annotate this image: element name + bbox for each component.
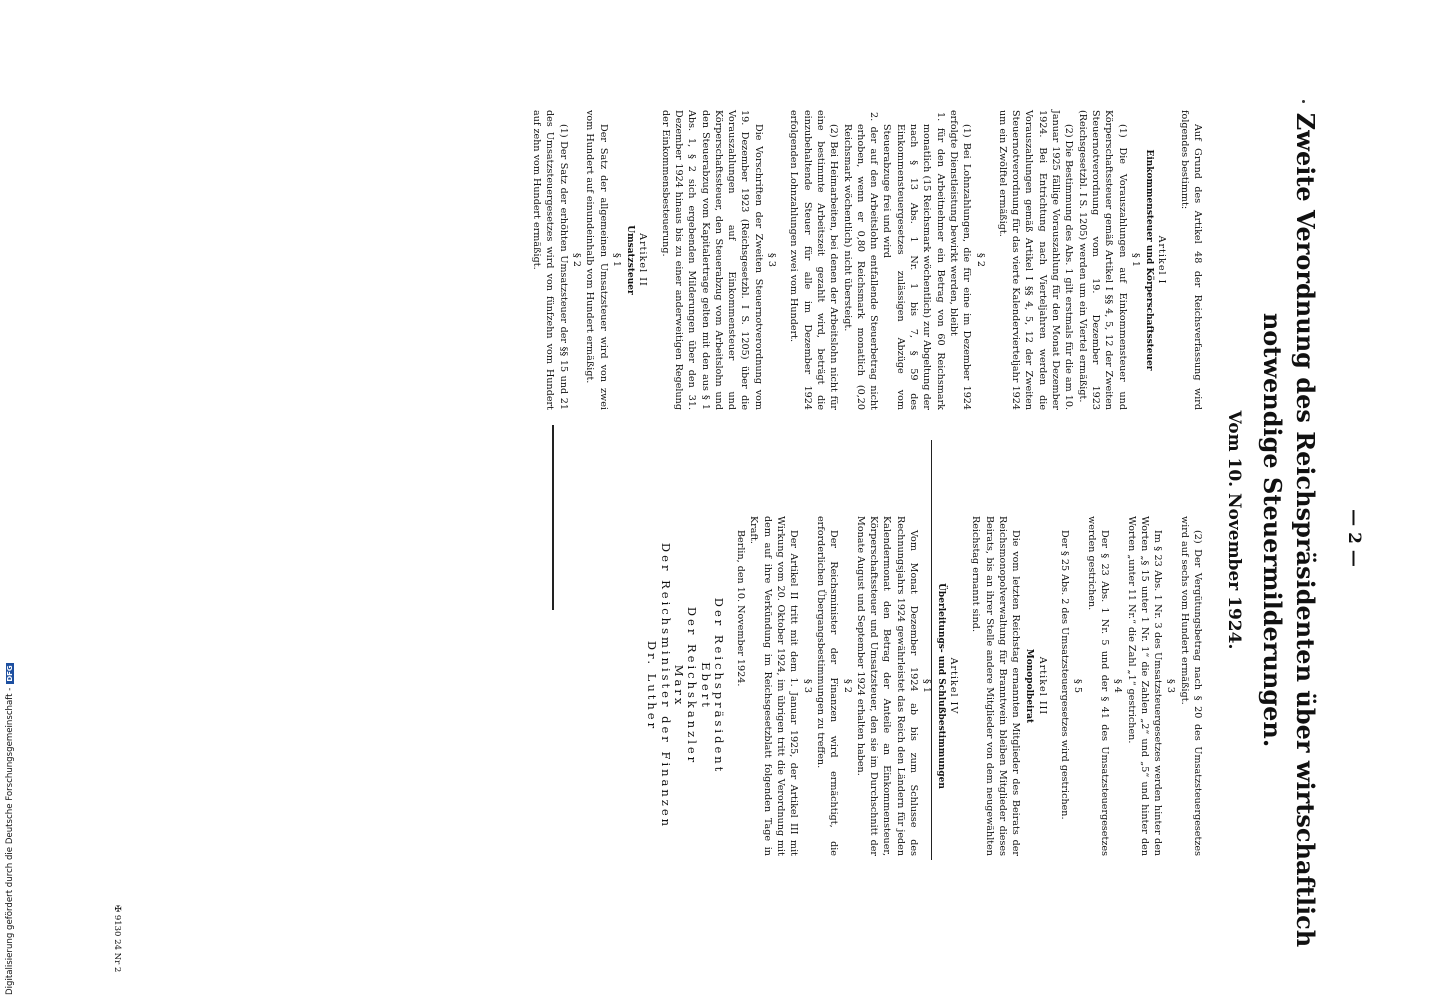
list-item: 2. der auf den Arbeitslohn entfallende Steuerbetrag nicht erhoben, wenn er 0,80 Reichsmark monatlich (0,20 Reichsmark wöchentlich) nicht übersteigt. [841, 112, 880, 410]
article-heading: Überleitungs- und Schlußbestimmungen [935, 583, 946, 789]
dfg-logo: DFG [6, 665, 14, 682]
signature-title: Der Reichsminister der Finanzen [658, 542, 673, 830]
section-number: § 1 [610, 253, 622, 267]
place-date: Berlin, den 10. November 1924. [735, 530, 747, 687]
paragraph: (2) Der Vergütungsbetrag nach § 20 des Umsatzsteuergesetzes wird auf sechs vom Hundert ermäßigt. [1178, 516, 1203, 856]
article-title: Artikel I [1156, 235, 1168, 285]
signature-title: Der Reichskanzler [685, 606, 700, 766]
document-date: Vom 10. November 1924. [1224, 410, 1244, 650]
section-number: § 3 [766, 253, 778, 267]
intro-text: Auf Grund des Artikel 48 der Reichsverfassung wird folgendes bestimmt: [1178, 110, 1203, 410]
paragraph: Der Artikel II tritt mit dem 1. Januar 1925, der Artikel III mit Wirkung vom 20. Oktober 1924, im übrigen tritt die Verordnung mit dem auf ihre Verkündung im Reichsgesetzblatt folgenden Tage in Kraft. [748, 516, 800, 856]
section-number: § 2 [841, 679, 853, 693]
signature-title: Der Reichspräsident [711, 597, 726, 775]
section-number: § 2 [974, 253, 986, 267]
paragraph: Der Reichsminister der Finanzen wird ermächtigt, die erforderlichen Übergangsbestimmungen zu treffen. [814, 516, 840, 856]
document-title: Zweite Verordnung des Reichspräsidenten über wirtschaftlich notwendige Steuermilderungen. [1258, 112, 1320, 948]
paragraph: (1) Die Vorauszahlungen auf Einkommensteuer und Körperschaftssteuer gemäß Artikel I §§ 4, 5, 12 der Zweiten Steuernotverordnung vom 19. Dezember 1923 (Reichsgesetzbl. I S. 1205) werden um ein Viertel ermäßigt. [1076, 110, 1128, 410]
section-number: § 5 [1072, 679, 1084, 693]
article-title: Artikel II [637, 233, 649, 287]
section-number: § 1 [1129, 253, 1141, 267]
paragraph: Die vom letzten Reichstag ernannten Mitglieder des Beirats der Reichsmonopolverwaltung für Branntwein bleiben Mitglieder dieses Beirats, bis an ihrer Stelle andere Mitglieder von dem neugewählten Reichstag ernannt sind. [970, 516, 1022, 856]
signature-name: Dr. Luther [645, 640, 660, 732]
paragraph: (1) Der Satz der erhöhten Umsatzsteuer der §§ 15 und 21 des Umsatzsteuergesetzes wird von fünfzehn vom Hundert auf zehn vom Hundert ermäßigt. [531, 110, 569, 410]
paragraph: (2) Die Bestimmung des Abs. 1 gilt erstmals für die am 10. Januar 1925 fällige Vorauszahlung für den Monat Dezember 1924. Bei Entrichtung nach Vierteljahren werden die Vorauszahlungen gemäß Artikel I §§ 4, 5, 12 der Zweiten Steuernotverordnung für das vierte Kalendervierteljahr 1924 um ein Zwölftel ermäßigt. [996, 110, 1075, 410]
paragraph: (2) Bei Heimarbeiten, bei denen der Arbeitslohn nicht für eine bestimmte Arbeitszeit gezahlt wird, beträgt die einzubehaltende Steuer für alle im Dezember 1924 erfolgenden Lohnzahlungen zwei vom Hundert. [788, 110, 840, 410]
paragraph: Die Vorschriften der Zweiten Steuernotverordnung vom 19. Dezember 1923 (Reichsgesetzbl. I S. 1205) über die Vorauszahlungen auf Einkommensteuer und Körperschaftssteuer, den Steuerabzug vom Arbeitslohn und den Steuerabzug vom Kapitalertrage gelten mit den aus § 1 Abs. 1, § 2 sich ergebenden Milderungen über den 31. Dezember 1924 hinaus bis zu einer anderweitigen Regelung der Einkommensbesteuerung. [659, 110, 764, 410]
paragraph: Im § 23 Abs. 1 Nr. 3 des Umsatzsteuergesetzes werden hinter den Worten „§ 15 unter 1 Nr. 1“ die Zahlen „2“ und „5“ und hinter den Worten „unter 11 Nr.“ die Zahl „1“ gestrichen. [1125, 516, 1164, 856]
printer-footnote: ✠ 9130 24 Nr 2 [112, 905, 122, 973]
paragraph: Vom Monat Dezember 1924 ab bis zum Schlusse des Rechnungsjahrs 1924 gewährleistet das Reich den Ländern für jeden Kalendermonat den Betrag der Anteile an Einkommensteuer, Körperschaftssteuer und Umsatzsteuer, den sie im Durchschnitt der Monate August und September 1924 erhalten haben. [854, 516, 920, 856]
paragraph: Der § 23 Abs. 1 Nr. 5 und der § 41 des Umsatzsteuergesetzes werden gestrichen. [1085, 516, 1110, 856]
margin-credit [0, 600, 20, 995]
list-item: 1. für den Arbeitnehmer ein Betrag von 60 Reichsmark monatlich (15 Reichsmark wöchentlich) zur Abgeltung der nach § 13 Abs. 1 Nr. 1 bis 7, § 59 des Einkommensteuergesetzes zulässigen Abzüge vom Steuerabzuge frei und wird [881, 112, 946, 410]
article-title: Artikel III [1036, 656, 1048, 716]
left-text-column [530, 110, 1204, 410]
credit-text: Digitalisierung gefördert durch die Deutsche Forschungsgemeinschaft - [5, 687, 15, 995]
section-number: § 3 [1165, 679, 1177, 693]
article-heading: Einkommensteuer und Körperschaftssteuer [1144, 149, 1155, 371]
signature-name: Ebert [698, 662, 713, 710]
section-number: § 3 [801, 679, 813, 693]
article-heading: Monopolbeirat [1024, 648, 1035, 724]
signature-name: Marx [672, 664, 687, 708]
paragraph: Der § 25 Abs. 2 des Umsatzsteuergesetzes wird gestrichen. [1059, 530, 1071, 820]
section-rule [552, 425, 554, 610]
article-heading: Umsatzsteuer [625, 225, 636, 295]
section-number: § 2 [570, 253, 582, 267]
section-number: § 1 [921, 679, 933, 693]
article-title: Artikel IV [947, 657, 959, 715]
page-number: — 2 — [1344, 509, 1364, 567]
right-text-column [645, 516, 1204, 856]
section-number: § 4 [1112, 679, 1124, 693]
paragraph: Der Satz der allgemeinen Umsatzsteuer wird von zwei vom Hundert auf einundeinhalb vom Hundert ermäßigt. [584, 110, 609, 410]
paragraph: (1) Bei Lohnzahlungen, die für eine im Dezember 1924 erfolgte Dienstleistung bewirkt werden, bleibt [947, 110, 973, 410]
